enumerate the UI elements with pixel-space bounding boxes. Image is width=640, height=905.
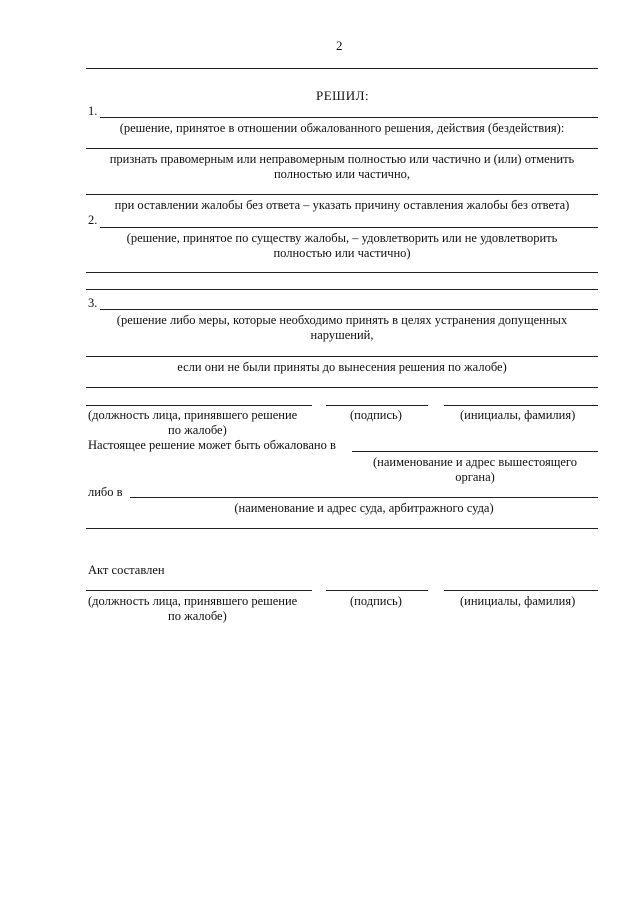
sig1-signature-line — [326, 405, 428, 406]
appeal-court-label: (наименование и адрес суда, арбитражного суда) — [234, 501, 494, 515]
appeal-higher-body-b: органа) — [455, 470, 495, 484]
appeal-higher-body-a: (наименование и адрес вышестоящего — [373, 455, 577, 469]
item-3-caption-b: нарушений, — [310, 328, 374, 342]
item-1-caption: (решение, принятое в отношении обжалованного решения, действия (бездействия): — [119, 121, 565, 135]
item-2-line-3 — [86, 289, 598, 290]
item-1-caption-2b: полностью или частично, — [273, 167, 411, 181]
item-1-number: 1. — [88, 104, 98, 118]
item-3-line — [100, 309, 598, 310]
item-2-line-2 — [86, 272, 598, 273]
act-signature-line — [326, 590, 428, 591]
item-2-caption-a: (решение, принятое по существу жалобы, – удовлетворить или не удовлетворить — [126, 231, 558, 245]
item-1-line-3 — [86, 194, 598, 195]
act-initials-line — [444, 590, 598, 591]
item-3-number: 3. — [88, 296, 98, 310]
act-position-label-b: по жалобе) — [168, 609, 227, 623]
appeal-or-in: либо в — [88, 485, 123, 499]
item-2-caption-b: полностью или частично) — [273, 246, 411, 260]
item-1-caption-3: при оставлении жалобы без ответа – указать причину оставления жалобы без ответа) — [114, 198, 570, 212]
item-1-line — [100, 117, 598, 118]
sig1-position-line — [86, 405, 312, 406]
act-label: Акт составлен — [88, 563, 165, 577]
sig1-initials-line — [444, 405, 598, 406]
item-1-line-2 — [86, 148, 598, 149]
act-position-line — [86, 590, 312, 591]
header-rule — [86, 68, 598, 69]
sig1-position-label-a: (должность лица, принявшего решение — [88, 408, 298, 422]
act-signature-label: (подпись) — [350, 594, 402, 608]
page-number: 2 — [336, 38, 343, 53]
item-3-line-3 — [86, 387, 598, 388]
sig1-signature-label: (подпись) — [350, 408, 402, 422]
item-3-caption-c: если они не были приняты до вынесения решения по жалобе) — [177, 360, 507, 374]
item-3-caption-a: (решение либо меры, которые необходимо принять в целях устранения допущенных — [116, 313, 568, 327]
sig1-position-label-b: по жалобе) — [168, 423, 227, 437]
item-3-line-2 — [86, 356, 598, 357]
item-2-number: 2. — [88, 213, 98, 227]
appeal-higher-body-line — [352, 451, 598, 452]
item-2-line — [100, 227, 598, 228]
act-initials-label: (инициалы, фамилия) — [460, 594, 576, 608]
appeal-court-line-2 — [86, 528, 598, 529]
appeal-court-line — [130, 497, 598, 498]
item-1-caption-2a: признать правомерным или неправомерным полностью или частично и (или) отменить — [109, 152, 575, 166]
appeal-text: Настоящее решение может быть обжаловано в — [88, 438, 336, 452]
act-position-label-a: (должность лица, принявшего решение — [88, 594, 298, 608]
decision-title: РЕШИЛ: — [316, 88, 370, 103]
sig1-initials-label: (инициалы, фамилия) — [460, 408, 576, 422]
